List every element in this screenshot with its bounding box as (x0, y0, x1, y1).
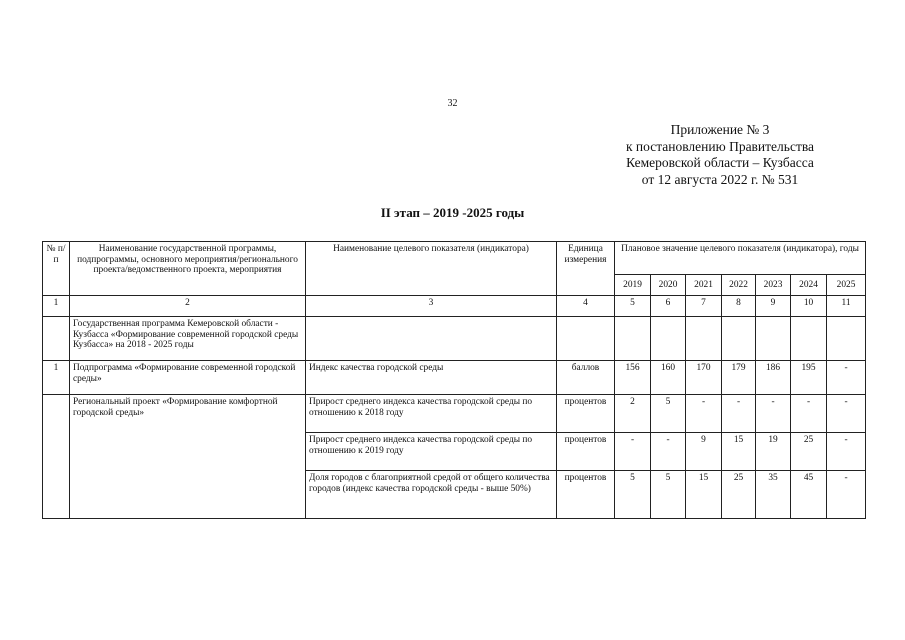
value-cell: 160 (651, 361, 686, 395)
column-number: 4 (557, 296, 615, 317)
value-cell: - (791, 395, 827, 433)
project-unit: процентов (557, 471, 615, 519)
project-indicator: Доля городов с благоприятной средой от общего количества городов (индекс качества городской среды - выше 50%) (306, 471, 557, 519)
value-cell: 186 (756, 361, 791, 395)
project-unit: процентов (557, 433, 615, 471)
value-cell: - (686, 395, 722, 433)
header-planned: Плановое значение целевого показателя (индикатора), годы (615, 242, 866, 275)
value-cell: 15 (686, 471, 722, 519)
stage-title: II этап – 2019 -2025 годы (380, 205, 525, 220)
appendix-line-1: Приложение № 3 (670, 122, 770, 137)
value-cell: - (827, 395, 866, 433)
subprogram-row (43, 361, 866, 395)
indicator-table (42, 241, 866, 519)
value-cell: 25 (722, 471, 756, 519)
appendix-line-4: от 12 августа 2022 г. № 531 (641, 171, 799, 187)
value-cell: - (827, 471, 866, 519)
value-cell: 5 (651, 395, 686, 433)
header-year: 2024 (791, 275, 827, 296)
header-row (43, 242, 866, 275)
header-year: 2021 (686, 275, 722, 296)
subprogram-indicator: Индекс качества городской среды (306, 361, 557, 395)
value-cell: 15 (722, 433, 756, 471)
header-year: 2022 (722, 275, 756, 296)
program-num-cell (43, 317, 70, 361)
value-cell: - (827, 361, 866, 395)
program-value-cell (686, 317, 722, 361)
value-cell: 156 (615, 361, 651, 395)
column-number: 2 (70, 296, 306, 317)
header-indicator: Наименование целевого показателя (индикатора) (306, 242, 557, 296)
project-row (43, 395, 866, 433)
header-name: Наименование государственной программы, подпрограммы, основного мероприятия/регионального проекта/ведомственного проекта, мероприятия (70, 242, 306, 296)
column-number: 5 (615, 296, 651, 317)
value-cell: 5 (651, 471, 686, 519)
column-number: 11 (827, 296, 866, 317)
value-cell: - (756, 395, 791, 433)
column-numbers-row (43, 296, 866, 317)
header-year: 2020 (651, 275, 686, 296)
value-cell: 179 (722, 361, 756, 395)
subprogram-num: 1 (43, 361, 70, 395)
subprogram-unit: баллов (557, 361, 615, 395)
header-unit: Единица измерения (557, 242, 615, 296)
header-year: 2025 (827, 275, 866, 296)
value-cell: 45 (791, 471, 827, 519)
project-indicator: Прирост среднего индекса качества городской среды по отношению к 2019 году (306, 433, 557, 471)
page-number: 32 (447, 98, 458, 109)
column-number: 8 (722, 296, 756, 317)
column-number: 3 (306, 296, 557, 317)
value-cell: - (722, 395, 756, 433)
column-number: 1 (43, 296, 70, 317)
value-cell: 25 (791, 433, 827, 471)
header-year: 2019 (615, 275, 651, 296)
program-value-cell (756, 317, 791, 361)
column-number: 10 (791, 296, 827, 317)
project-num-cell (43, 395, 70, 519)
program-name: Государственная программа Кемеровской области - Кузбасса «Формирование современной городской среды Кузбасса» на 2018 - 2025 годы (70, 317, 306, 361)
value-cell: 195 (791, 361, 827, 395)
header-year: 2023 (756, 275, 791, 296)
value-cell: 2 (615, 395, 651, 433)
program-value-cell (827, 317, 866, 361)
program-value-cell (722, 317, 756, 361)
header-num: № п/п (43, 242, 70, 296)
project-indicator: Прирост среднего индекса качества городской среды по отношению к 2018 году (306, 395, 557, 433)
program-unit-cell (557, 317, 615, 361)
appendix-line-3: Кемеровской области – Кузбасса (626, 155, 814, 170)
program-indicator-cell (306, 317, 557, 361)
appendix-block (560, 122, 880, 188)
value-cell: - (615, 433, 651, 471)
subprogram-name: Подпрограмма «Формирование современной городской среды» (70, 361, 306, 395)
value-cell: 19 (756, 433, 791, 471)
column-number: 7 (686, 296, 722, 317)
appendix-line-2: к постановлению Правительства (625, 138, 815, 154)
program-value-cell (791, 317, 827, 361)
program-value-cell (651, 317, 686, 361)
value-cell: 5 (615, 471, 651, 519)
project-unit: процентов (557, 395, 615, 433)
value-cell: 9 (686, 433, 722, 471)
value-cell: - (651, 433, 686, 471)
project-name: Региональный проект «Формирование комфортной городской среды» (70, 395, 306, 519)
value-cell: 170 (686, 361, 722, 395)
value-cell: - (827, 433, 866, 471)
program-value-cell (615, 317, 651, 361)
program-row (43, 317, 866, 361)
value-cell: 35 (756, 471, 791, 519)
column-number: 6 (651, 296, 686, 317)
column-number: 9 (756, 296, 791, 317)
